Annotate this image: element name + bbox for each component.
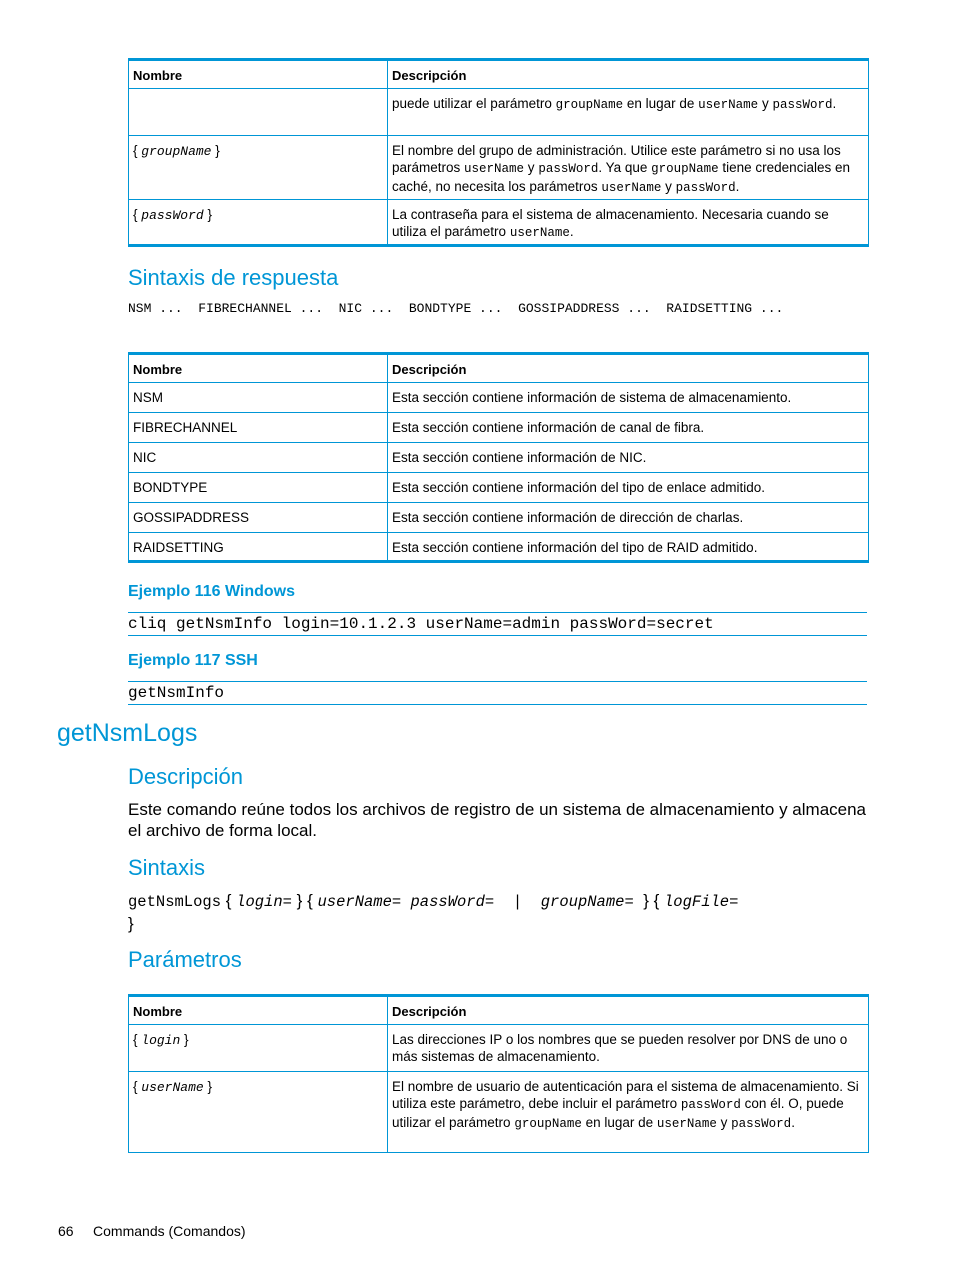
code-term: userName <box>464 162 525 176</box>
code-term: passWord <box>731 1117 792 1131</box>
description-text: Este comando reúne todos los archivos de registro de un sistema de almacenamiento y almacena el archivo de forma local. <box>128 800 867 840</box>
table-row <box>129 473 869 503</box>
field-description-cell: Esta sección contiene información del tipo de enlace admitido. <box>388 473 869 503</box>
param-description-cell: Las direcciones IP o los nombres que se pueden resolver por DNS de uno o más sistemas de almacenamiento. <box>388 1025 869 1072</box>
param-name-cell <box>129 89 388 136</box>
field-description-cell: Esta sección contiene información de canal de fibra. <box>388 413 869 443</box>
field-name-cell: BONDTYPE <box>129 473 388 503</box>
column-header-description: Descripción <box>388 354 869 383</box>
table-row <box>129 533 869 562</box>
column-header-name: Nombre <box>129 354 388 383</box>
param-name-cell <box>129 1072 388 1153</box>
parameters-heading: Parámetros <box>128 947 242 972</box>
column-header-name: Nombre <box>129 60 388 89</box>
column-header-description: Descripción <box>388 996 869 1025</box>
desc-text: puede utilizar el parámetro <box>392 96 556 111</box>
table-header-row <box>129 60 869 89</box>
field-name-cell: RAIDSETTING <box>129 533 388 562</box>
code-term: userName <box>601 181 662 195</box>
field-name-cell: FIBRECHANNEL <box>129 413 388 443</box>
brace: { <box>133 1079 142 1094</box>
chapter-name: Commands (Comandos) <box>93 1223 246 1239</box>
table-header-row <box>129 354 869 383</box>
code-term: groupName <box>555 98 624 112</box>
desc-text: La contraseña para el sistema de almacenamiento. Necesaria cuando se utiliza el parámetro <box>392 207 829 239</box>
getnsmlogs-parameters-table <box>128 994 869 1153</box>
parameters-table-continued <box>128 58 869 247</box>
field-name-cell: NIC <box>129 443 388 473</box>
syntax-brace: { <box>221 891 237 910</box>
param-name-cell <box>129 136 388 200</box>
param-name-cell <box>129 200 388 246</box>
example-117-title: Ejemplo 117 SSH <box>128 652 258 669</box>
syntax-brace: } { <box>291 891 318 910</box>
syntax-line <box>128 890 870 935</box>
response-syntax-code: NSM ... FIBRECHANNEL ... NIC ... BONDTYPE ... GOSSIPADDRESS ... RAIDSETTING ... <box>128 301 784 316</box>
field-description-cell: Esta sección contiene información de dirección de charlas. <box>388 503 869 533</box>
syntax-separator: | <box>494 893 541 911</box>
table-row <box>129 503 869 533</box>
syntax-param-username-password: userName= passWord= <box>317 893 495 911</box>
table-row <box>129 443 869 473</box>
syntax-param-groupname: groupName= <box>540 893 634 911</box>
desc-text: y <box>661 179 676 194</box>
brace: { <box>133 143 142 158</box>
field-description-cell: Esta sección contiene información de sistema de almacenamiento. <box>388 383 869 413</box>
desc-text: . Ya que <box>598 160 652 175</box>
desc-text: . <box>791 1115 795 1130</box>
field-description-cell: Esta sección contiene información de NIC. <box>388 443 869 473</box>
table-row <box>129 413 869 443</box>
desc-text: . <box>832 96 837 111</box>
example-116-title: Ejemplo 116 Windows <box>128 583 296 600</box>
code-term: passWord <box>680 1098 741 1112</box>
command-title: getNsmLogs <box>57 719 198 747</box>
desc-text: con él. O, puede utilizar el parámetro <box>392 1096 844 1130</box>
code-term: groupName <box>651 162 719 176</box>
desc-text: El nombre del grupo de administración. Utilice este parámetro si no usa los parámetros <box>392 143 841 175</box>
code-term: passWord <box>675 181 736 195</box>
code-term: userName <box>509 226 570 240</box>
table-row <box>129 200 869 246</box>
code-term: userName <box>698 98 759 112</box>
footer-spacer <box>74 1223 93 1239</box>
param-name: login <box>141 1033 181 1048</box>
response-syntax-heading: Sintaxis de respuesta <box>128 265 339 290</box>
brace: } <box>180 1032 189 1047</box>
desc-text: y <box>758 96 773 111</box>
syntax-brace: } { <box>633 891 664 910</box>
param-description-cell <box>388 89 869 136</box>
desc-text: tiene credenciales en caché, no necesita los parámetros <box>392 160 850 194</box>
page-number: 66 <box>58 1223 74 1239</box>
table-row <box>129 136 869 200</box>
brace: { <box>133 207 142 222</box>
table-row <box>129 89 869 136</box>
column-header-description: Descripción <box>388 60 869 89</box>
code-term: passWord <box>538 162 599 176</box>
desc-text: El nombre de usuario de autenticación para el sistema de almacenamiento. Si utiliza este parámetro, debe incluir el parámetro <box>392 1079 859 1111</box>
syntax-command: getNsmLogs <box>128 893 222 911</box>
code-term: passWord <box>772 98 833 112</box>
page-footer <box>58 1223 246 1239</box>
param-description-cell <box>388 1072 869 1153</box>
table-row <box>129 1025 869 1072</box>
syntax-heading: Sintaxis <box>128 855 206 880</box>
description-heading: Descripción <box>128 764 243 789</box>
brace: } <box>211 143 220 158</box>
desc-text: en lugar de <box>623 96 699 111</box>
syntax-brace: } <box>128 914 134 933</box>
code-term: userName <box>656 1117 717 1131</box>
table-row <box>129 1072 869 1153</box>
param-description-cell <box>388 136 869 200</box>
field-name-cell: NSM <box>129 383 388 413</box>
table-header-row <box>129 996 869 1025</box>
column-header-name: Nombre <box>129 996 388 1025</box>
param-name: userName <box>141 1080 204 1095</box>
table-row <box>129 383 869 413</box>
desc-text: y <box>716 1115 732 1130</box>
param-name: groupName <box>141 144 212 159</box>
field-name-cell: GOSSIPADDRESS <box>129 503 388 533</box>
code-term: groupName <box>514 1117 582 1131</box>
example-116-code: cliq getNsmInfo login=10.1.2.3 userName=admin passWord=secret <box>128 612 867 636</box>
field-description-cell: Esta sección contiene información del tipo de RAID admitido. <box>388 533 869 562</box>
desc-text: . <box>735 179 740 194</box>
param-description-cell <box>388 200 869 246</box>
brace: } <box>203 1079 212 1094</box>
desc-text: en lugar de <box>581 1115 657 1130</box>
example-117-code: getNsmInfo <box>128 681 867 705</box>
param-name: passWord <box>141 208 204 223</box>
syntax-param-logfile: logFile= <box>664 893 739 911</box>
syntax-param-login: login= <box>236 893 292 911</box>
param-name-cell <box>129 1025 388 1072</box>
response-fields-table <box>128 352 869 563</box>
brace: } <box>203 207 212 222</box>
desc-text: . <box>569 224 574 239</box>
desc-text: y <box>524 160 539 175</box>
brace: { <box>133 1032 142 1047</box>
